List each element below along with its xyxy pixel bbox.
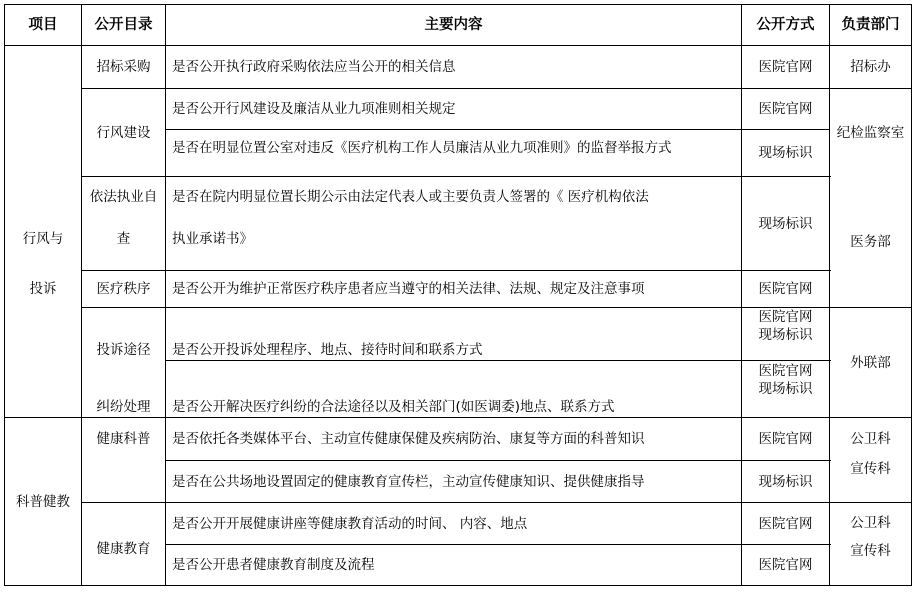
method-cell: 现场标识 [758, 473, 813, 490]
catalog-cell: 投诉途径 [96, 342, 151, 358]
table-border-right [911, 4, 912, 586]
content-cell: 是否在院内明显位置长期公示由法定代表人或主要负责人签署的《 医疗机构依法 [172, 189, 649, 205]
table-border-bottom [4, 585, 912, 586]
catalog-cell: 医疗秩序 [96, 281, 151, 297]
method-cell: 医院官网 [758, 515, 813, 532]
method-cell: 医院官网 [758, 59, 813, 75]
dept-cell: 医务部 [850, 234, 891, 250]
method-cell: 医院官网 [758, 557, 813, 573]
content-cell: 是否依托各类媒体平台、主动宣传健康保健及疾病防治、康复等方面的科普知识 [172, 431, 645, 447]
content-cell: 是否公开投诉处理程序、地点、接待时间和联系方式 [172, 342, 483, 358]
row-divider [81, 176, 831, 177]
dept-cell: 纪检监察室 [836, 124, 905, 141]
content-cell: 执业承诺书》 [172, 231, 253, 247]
content-cell: 是否公开患者健康教育制度及流程 [172, 557, 375, 573]
dept-cell: 宣传科 [850, 543, 891, 559]
method-cell: 现场标识 [758, 145, 813, 161]
method-cell: 现场标识 [758, 327, 813, 343]
method-cell: 医院官网 [758, 101, 813, 117]
method-cell: 现场标识 [758, 381, 813, 397]
item-label: 行风与 [22, 231, 64, 247]
dept-cell: 招标办 [850, 59, 891, 75]
dept-cell: 宣传科 [850, 461, 891, 477]
header-content: 主要内容 [424, 17, 483, 33]
header-method: 公开方式 [756, 17, 815, 33]
item-label: 科普健教 [16, 493, 70, 510]
dept-cell: 公卫科 [850, 515, 891, 531]
catalog-cell: 健康教育 [96, 541, 151, 557]
content-cell: 是否公开为维护正常医疗秩序患者应当遵守的相关法律、法规、规定及注意事项 [172, 281, 645, 297]
catalog-cell: 纠纷处理 [96, 399, 151, 415]
content-cell: 是否在公共场地设置固定的健康教育宣传栏，主动宣传健康知识、提供健康指导 [172, 473, 645, 490]
content-cell: 是否公开开展健康讲座等健康教育活动的时间、 内容、地点 [172, 515, 528, 532]
item-label: 投诉 [29, 281, 57, 297]
content-cell: 是否公开解决医疗纠纷的合法途径以及相关部门(如医调委)地点、联系方式 [172, 399, 615, 415]
method-cell: 医院官网 [758, 431, 813, 447]
catalog-cell: 行风建设 [96, 124, 151, 141]
catalog-cell: 健康科普 [96, 431, 151, 447]
content-cell: 是否公开执行政府采购依法应当公开的相关信息 [172, 59, 456, 75]
method-cell: 医院官网 [758, 363, 813, 379]
method-cell: 医院官网 [758, 309, 813, 325]
header-item: 项目 [28, 17, 58, 33]
header-catalog: 公开目录 [94, 17, 153, 33]
catalog-cell: 招标采购 [96, 59, 151, 75]
content-cell: 是否在明显位置公室对违反《医疗机构工作人员廉洁从业九项准则》的监督举报方式 [172, 140, 672, 156]
dept-cell: 公卫科 [850, 431, 891, 447]
header-dept: 负责部门 [841, 17, 900, 33]
content-cell: 是否公开行风建设及廉洁从业九项准则相关规定 [172, 101, 456, 117]
catalog-cell: 依法执业自 [89, 189, 158, 205]
dept-cell: 外联部 [850, 354, 891, 371]
catalog-cell: 查 [116, 231, 131, 247]
method-cell: 现场标识 [758, 215, 813, 232]
row-divider [165, 129, 829, 130]
method-cell: 医院官网 [758, 281, 813, 297]
